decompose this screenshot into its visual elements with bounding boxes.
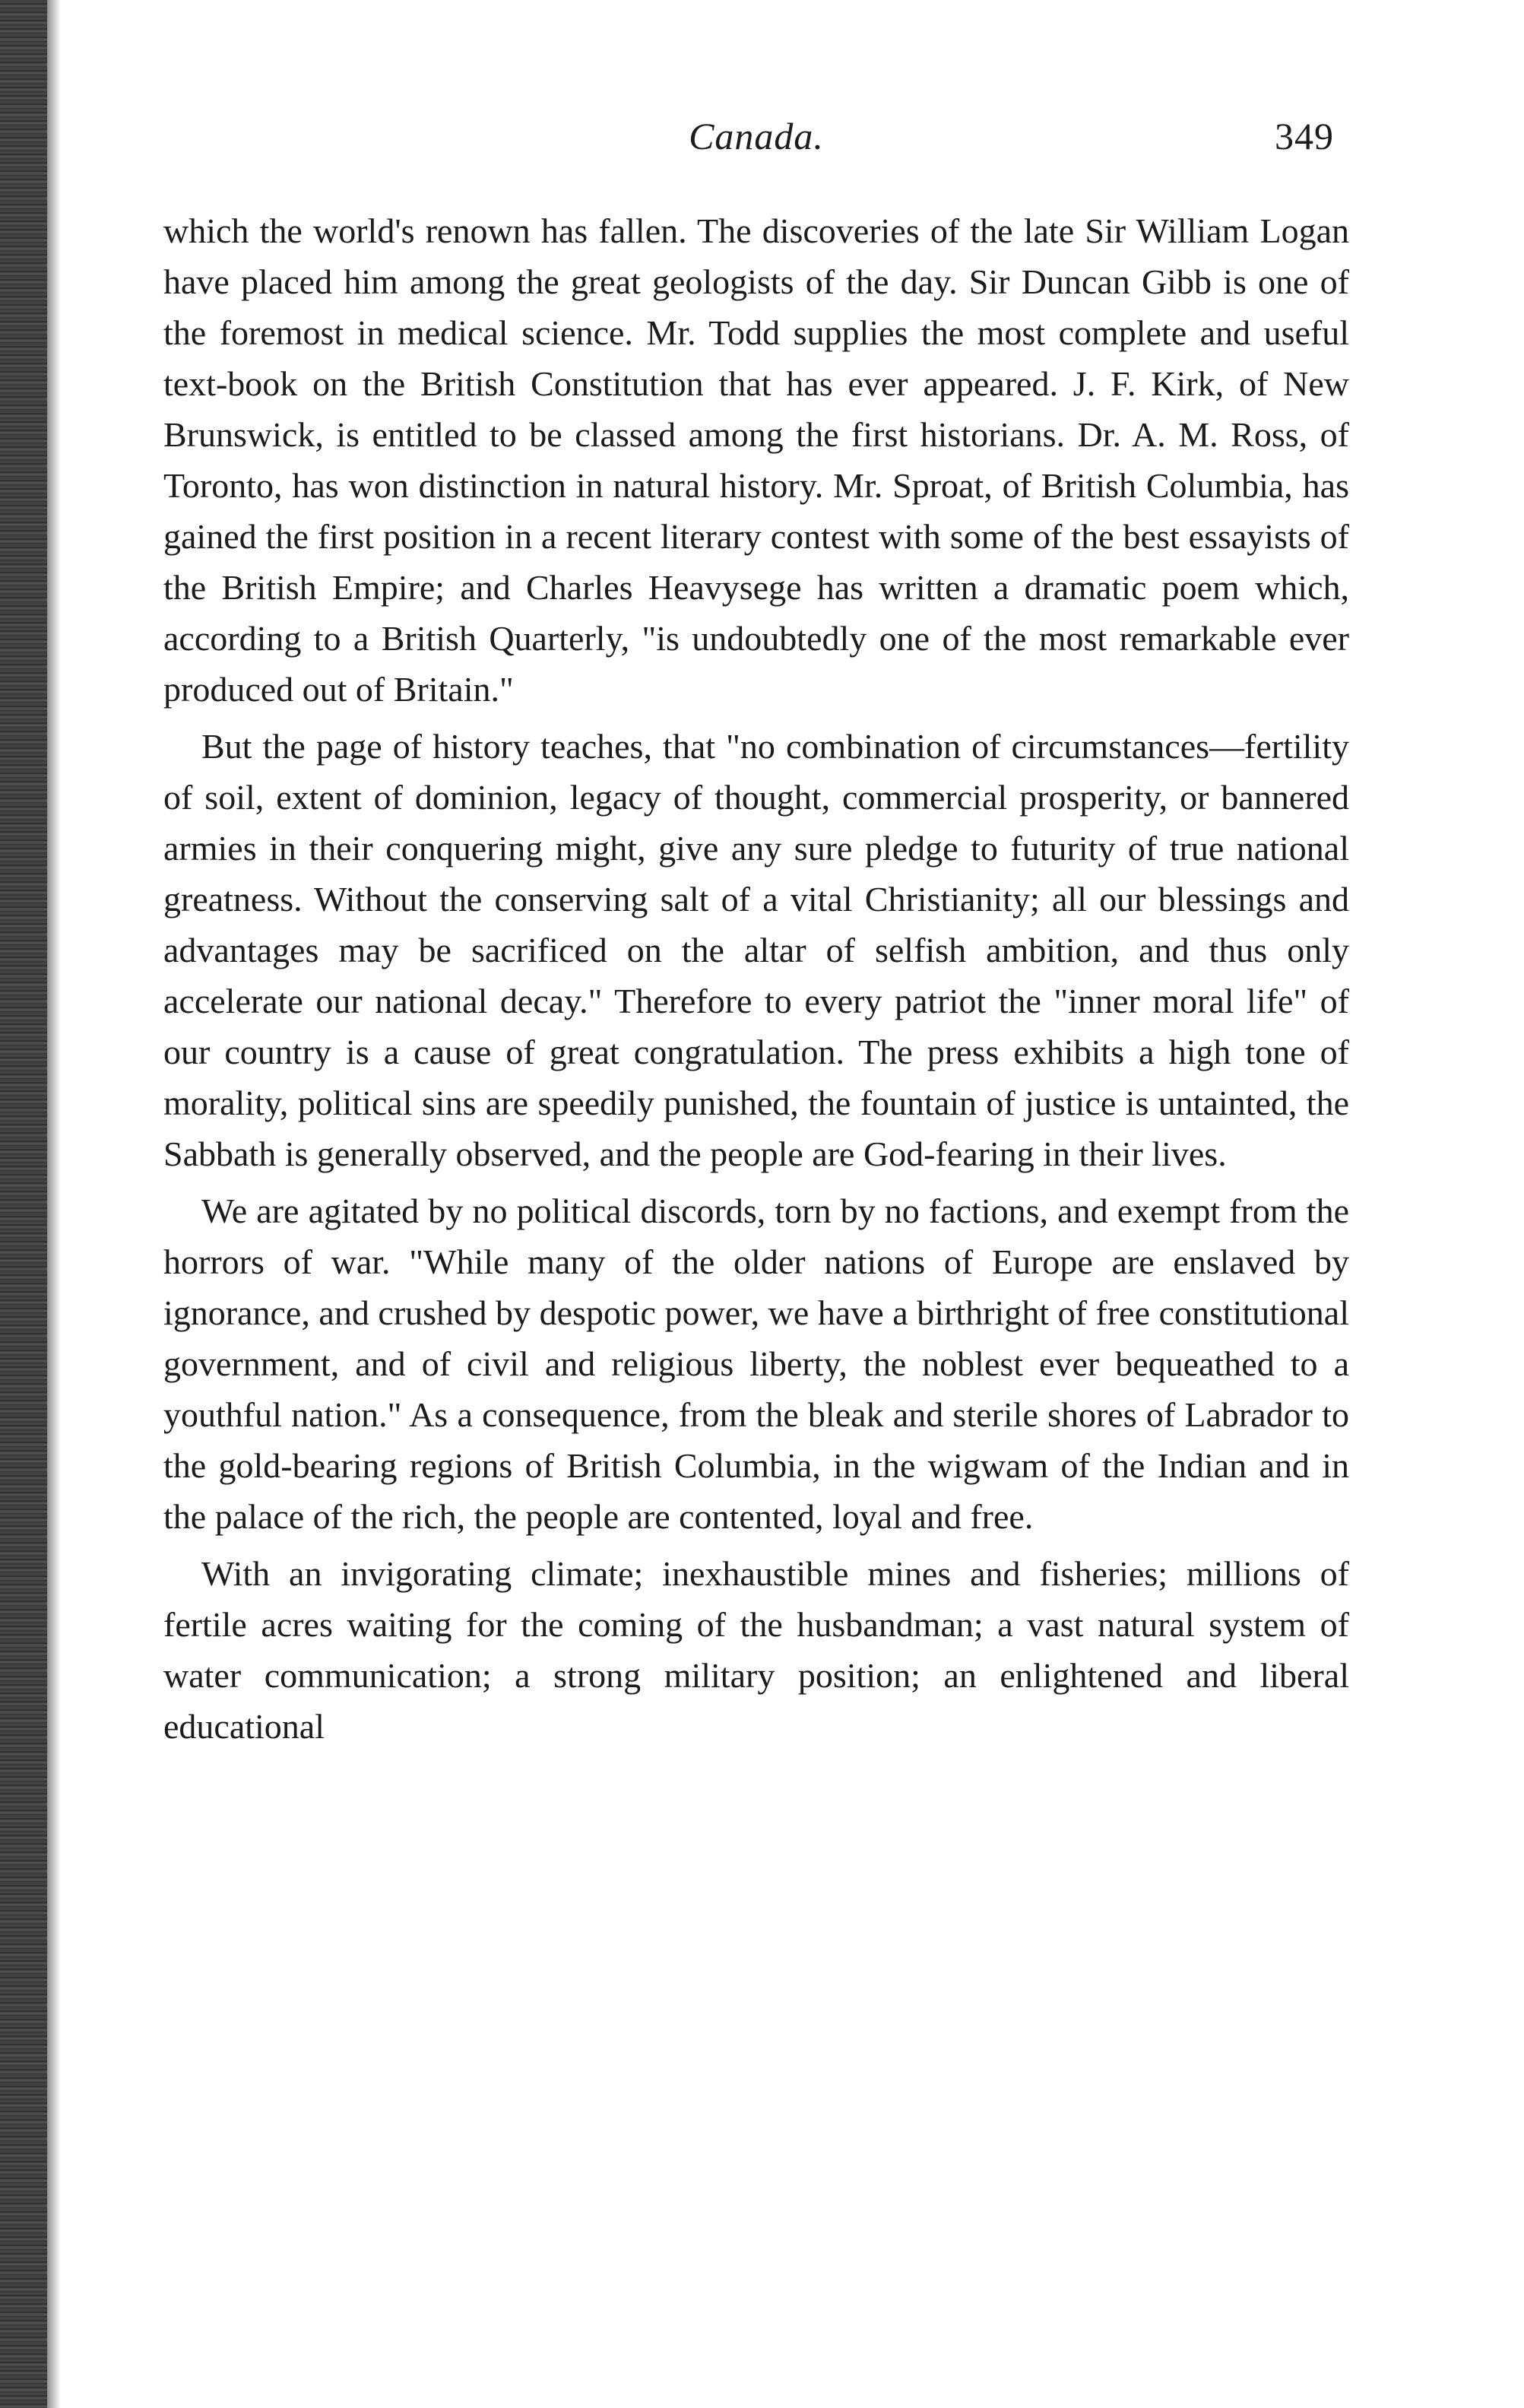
body-text: [163, 205, 1349, 1752]
paragraph-political: We are agitated by no political discords, torn by no factions, and exempt from the horrors of war. "While many of the older nations of Europe are enslaved by ignorance, and crushed by despotic power, we have a birthright of free constitutional government, and of civil and religious liberty, the noblest ever bequeathed to a youthful nation." As a consequence, from the bleak and sterile shores of Labrador to the gold-bearing regions of British Columbia, in the wigwam of the Indian and in the palace of the rich, the people are contented, loyal and free.: [163, 1191, 1349, 1536]
paragraph-continued: which the world's renown has fallen. The discoveries of the late Sir William Logan have placed him among the great geologists of the day. Sir Duncan Gibb is one of the foremost in medical science. Mr. Todd supplies the most complete and useful text-book on the British Constitution that has ever appeared. J. F. Kirk, of New Brunswick, is entitled to be classed among the first historians. Dr. A. M. Ross, of Toronto, has won distinction in natural history. Mr. Sproat, of British Columbia, has gained the first position in a recent literary contest with some of the best essayists of the British Empire; and Charles Heavysege has written a dramatic poem which, according to a British Quarterly, "is undoubtedly one of the most remarkable ever produced out of Britain.": [163, 211, 1349, 709]
book-page: [163, 106, 1349, 1752]
paragraph-history: But the page of history teaches, that "no combination of circumstances—fertility of soil, extent of dominion, legacy of thought, commercial prosperity, or bannered armies in their conquering might, give any sure pledge to futurity of true national greatness. Without the conserving salt of a vital Christianity; all our blessings and advantages may be sacrificed on the altar of selfish ambition, and thus only accelerate our national decay." Therefore to every patriot the "inner moral life" of our country is a cause of great congratulation. The press exhibits a high tone of morality, political sins are speedily punished, the fountain of justice is untainted, the Sabbath is generally observed, and the people are God-fearing in their lives.: [163, 727, 1349, 1173]
running-title: Canada.: [689, 115, 824, 157]
book-binding-edge: [0, 0, 47, 2408]
running-header: [163, 106, 1349, 182]
page-number: 349: [1275, 115, 1334, 157]
paragraph-climate: With an invigorating climate; inexhaustible mines and fisheries; millions of fertile acres waiting for the coming of the husbandman; a vast natural system of water communication; a strong military position; an enlightened and liberal educational: [163, 1554, 1349, 1746]
